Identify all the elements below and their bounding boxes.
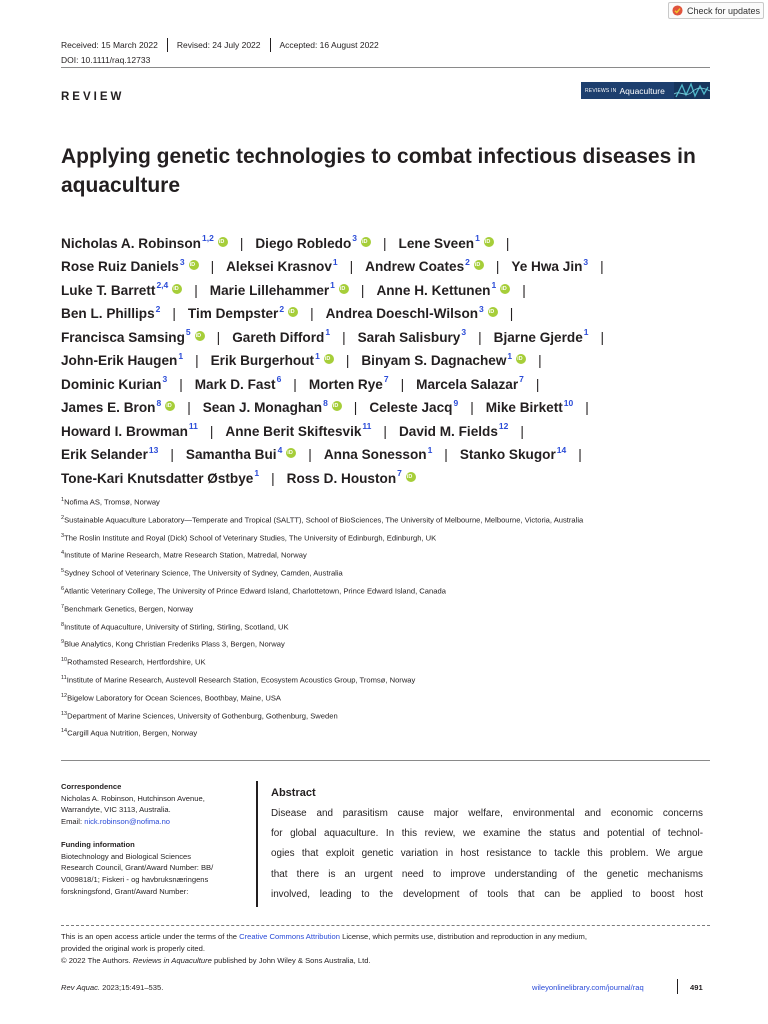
author-line [61, 440, 721, 464]
author-name[interactable]: Samantha Bui$^4$iD [186, 447, 296, 462]
author-separator: | [293, 376, 297, 392]
affiliation-ref[interactable]: 8 [323, 397, 328, 408]
author-separator: | [509, 306, 514, 322]
author-name[interactable]: Diego Robledo$^3$iD [255, 236, 371, 251]
author-separator: | [444, 447, 448, 463]
check-for-updates-button[interactable] [668, 2, 764, 19]
affiliation-item: $^7$Benchmark Genetics, Bergen, Norway [61, 603, 194, 614]
author-name[interactable]: Sarah Salisbury$^3$ [357, 327, 467, 345]
author-name[interactable]: Ben L. Phillips$^2$ [61, 303, 161, 322]
affiliation-ref[interactable]: 7 [383, 374, 389, 384]
affiliation-ref[interactable]: 9 [453, 397, 459, 408]
author-name[interactable]: Anne H. Kettunen$^1$iD [376, 283, 510, 298]
affiliation-ref[interactable]: 6 [276, 374, 282, 384]
journal-url-link[interactable]: wileyonlinelibrary.com/journal/raq [532, 983, 644, 992]
affiliation-ref[interactable]: 2,4 [156, 280, 169, 290]
author-separator: | [345, 353, 350, 369]
funding-block: Funding information Biotechnology and Biological Sciences Research Council, Grant/Award Number: BB/ V009818/1; Fiskeri - og havbruksnæringens forskningsfond, Grant/Award Number: [61, 839, 241, 898]
affiliation-ref[interactable]: 3 [179, 256, 185, 267]
author-separator: | [172, 306, 176, 322]
author-separator: | [478, 329, 482, 345]
author-name[interactable]: Tone-Kari Knutsdatter Østbye$^1$ [61, 468, 260, 486]
author-line [61, 416, 721, 440]
author-name[interactable]: Ye Hwa Jin$^3$ [511, 256, 589, 275]
author-separator: | [308, 447, 312, 463]
affiliation-ref[interactable]: 5 [185, 327, 191, 337]
affiliation-ref[interactable]: 13 [148, 444, 159, 455]
author-name[interactable]: Ross D. Houston$^7$iD [287, 471, 416, 486]
affiliation-ref[interactable]: 14 [556, 444, 567, 455]
author-name[interactable]: Mark D. Fast$^6$ [194, 374, 282, 392]
email-link[interactable]: nick.robinson@nofima.no [84, 817, 171, 827]
affiliation-ref[interactable]: 2 [155, 303, 161, 314]
affiliation-ref[interactable]: 3 [479, 303, 484, 314]
author-separator: | [470, 400, 474, 416]
author-separator: | [505, 235, 510, 251]
affiliation-ref[interactable]: 1 [507, 350, 513, 361]
abstract: Abstract Disease and parasitism cause major welfare, environmental and economic concerns for global aquaculture. In this review, we examine the status and potential of technol- ogies that exploit genetic variation in host resistance to tackle this problem. We argue that there is an urgent need to improve understanding of the genetic mechanisms involved, leading to the development of tools that can be applied to boost host [271, 787, 703, 900]
author-separator: | [170, 447, 174, 463]
author-separator: | [360, 282, 365, 298]
author-separator: | [210, 259, 215, 275]
cc-license-link[interactable]: Creative Commons Attribution [239, 932, 340, 941]
affiliation-ref[interactable]: 1 [475, 233, 480, 243]
author-separator: | [216, 329, 221, 345]
affiliation-item: $^6$Atlantic Veterinary College, The University of Prince Edward Island, Charlottetown, Prince Edward Island, Canada [61, 585, 446, 596]
wave-icon [674, 82, 710, 99]
author-name[interactable]: Anne Berit Skiftesvik$^{11}$ [225, 421, 372, 439]
orcid-icon[interactable] [339, 284, 349, 294]
affiliation-item: $^{11}$Institute of Marine Research, Austevoll Research Station, Ecosystem Acoustics Group, Tromsø, Norway [61, 674, 416, 685]
author-name[interactable]: Francisca Samsing$^5$iD [61, 330, 205, 345]
author-separator: | [349, 259, 354, 275]
correspondence-block: Correspondence Nicholas A. Robinson, Hutchinson Avenue, Warrandyte, VIC 3113, Australia. Email: nick.robinson@nofima.no [61, 781, 241, 828]
author-separator: | [600, 259, 604, 275]
orcid-icon[interactable] [324, 354, 334, 364]
author-name[interactable]: Dominic Kurian$^3$ [61, 374, 168, 392]
affiliation-ref[interactable]: 3 [352, 233, 357, 243]
author-separator: | [600, 329, 605, 345]
article-dates [61, 38, 379, 52]
author-separator: | [522, 282, 526, 298]
affiliation-ref[interactable]: 3 [461, 327, 467, 337]
author-separator: | [585, 400, 589, 416]
author-name[interactable]: Gareth Difford$^1$ [232, 327, 331, 345]
affiliation-ref[interactable]: 4 [277, 444, 283, 455]
author-list [61, 228, 721, 487]
correspondence-heading: Correspondence [61, 782, 122, 791]
author-line [61, 299, 721, 323]
author-line [61, 252, 721, 276]
author-line [61, 228, 721, 252]
author-separator: | [179, 376, 183, 392]
affiliation-item: $^{13}$Department of Marine Sciences, University of Gothenburg, Gothenburg, Sweden [61, 710, 338, 721]
affiliation-ref[interactable]: 1 [325, 327, 331, 337]
author-name[interactable]: Andrea Doeschl-Wilson$^3$iD [326, 306, 498, 321]
author-separator: | [578, 447, 582, 463]
affiliation-item: $^9$Blue Analytics, Kong Christian Frederiks Plass 3, Bergen, Norway [61, 639, 285, 649]
page-number: 491 [690, 983, 703, 992]
affiliation-ref[interactable]: 1 [330, 280, 335, 290]
author-line [61, 275, 721, 299]
author-separator: | [495, 259, 500, 275]
author-name[interactable]: Mike Birkett$^{10}$ [485, 397, 574, 416]
author-name[interactable]: Luke T. Barrett$^{2,4}$iD [61, 283, 182, 298]
orcid-icon[interactable] [165, 401, 175, 411]
orcid-icon[interactable] [361, 237, 371, 247]
affiliation-ref[interactable]: 10 [563, 397, 574, 408]
author-name[interactable]: Marcela Salazar$^7$ [416, 374, 524, 392]
orcid-icon[interactable] [332, 401, 342, 411]
journal-logo: REVIEWS IN Aquaculture [581, 82, 710, 99]
affiliation-item: $^{10}$Rothamsted Research, Hertfordshire, UK [61, 657, 206, 667]
author-name[interactable]: Celeste Jacq$^9$ [369, 397, 459, 416]
affiliation-ref[interactable]: 12 [498, 421, 509, 431]
author-name[interactable]: Tim Dempster$^2$iD [188, 306, 298, 321]
orcid-icon[interactable] [406, 472, 416, 482]
author-name[interactable]: Aleksei Krasnov$^1$ [226, 256, 338, 275]
section-rule [61, 760, 710, 761]
abstract-divider [256, 781, 258, 907]
author-name[interactable]: James E. Bron$^8$iD [61, 400, 175, 415]
author-name[interactable]: John-Erik Haugen$^1$ [61, 350, 184, 369]
section-label: REVIEW [61, 91, 125, 103]
affiliation-item: $^2$Sustainable Aquaculture Laboratory—Temperate and Tropical (SALTT), School of BioSciences, The University of Melbourne, Melbourne, Victoria, Australia [61, 514, 584, 525]
orcid-icon[interactable] [288, 307, 298, 317]
author-name[interactable]: Nicholas A. Robinson$^{1,2}$iD [61, 236, 228, 251]
author-name[interactable]: Erik Burgerhout$^1$iD [211, 353, 334, 368]
affiliation-ref[interactable]: 7 [519, 374, 524, 384]
affiliation-ref[interactable]: 1 [254, 468, 260, 478]
author-line [61, 346, 721, 370]
doi[interactable]: DOI: 10.1111/raq.12733 [61, 55, 151, 65]
author-separator: | [538, 353, 542, 369]
author-line [61, 393, 721, 417]
article-info-column [61, 781, 241, 908]
received-date: Received: 15 March 2022 [61, 40, 158, 50]
orcid-icon[interactable] [189, 260, 199, 270]
affiliation-ref[interactable]: 11 [188, 421, 198, 431]
affiliation-item: $^4$Institute of Marine Research, Matre Research Station, Matredal, Norway [61, 550, 307, 560]
affiliation-item: $^3$The Roslin Institute and Royal (Dick) School of Veterinary Studies, The University of Edinburgh, Edinburgh, UK [61, 532, 437, 543]
author-separator: | [187, 400, 191, 416]
author-separator: | [239, 235, 244, 251]
orcid-icon[interactable] [218, 237, 228, 247]
affiliation-ref[interactable]: 1 [178, 350, 184, 361]
author-name[interactable]: Morten Rye$^7$ [308, 374, 389, 392]
affiliation-ref[interactable]: 1,2 [201, 233, 214, 243]
affiliation-item: $^5$Sydney School of Veterinary Science, The University of Sydney, Camden, Australia [61, 568, 343, 578]
orcid-icon[interactable] [516, 354, 526, 364]
author-line [61, 322, 721, 346]
orcid-icon[interactable] [172, 284, 182, 294]
orcid-icon[interactable] [484, 237, 494, 247]
author-name[interactable]: Rose Ruiz Daniels$^3$iD [61, 259, 199, 274]
affiliation-ref[interactable]: 3 [162, 374, 168, 384]
author-name[interactable]: David M. Fields$^{12}$ [398, 421, 509, 439]
footer-divider [677, 979, 678, 994]
author-separator: | [194, 282, 198, 298]
affiliation-ref[interactable]: 3 [583, 256, 589, 267]
author-separator: | [383, 235, 387, 251]
check-for-updates-label: Check for updates [687, 5, 761, 16]
affiliation-item: $^{14}$Cargill Aqua Nutrition, Bergen, Norway [61, 728, 198, 738]
affiliation-item: $^{12}$Bigelow Laboratory for Ocean Sciences, Boothbay, Maine, USA [61, 692, 281, 703]
orcid-icon[interactable] [488, 307, 498, 317]
author-separator: | [310, 306, 314, 322]
article-title: Applying genetic technologies to combat infectious diseases in aquaculture [61, 145, 696, 197]
author-name[interactable]: Howard I. Browman$^{11}$ [61, 421, 198, 439]
funding-heading: Funding information [61, 839, 135, 849]
affiliation-ref[interactable]: 1 [491, 280, 497, 290]
author-name[interactable]: Bjarne Gjerde$^1$ [493, 327, 589, 345]
orcid-icon[interactable] [286, 448, 296, 458]
author-separator: | [383, 423, 387, 439]
accepted-date: Accepted: 16 August 2022 [279, 40, 379, 50]
check-updates-icon [672, 5, 683, 16]
author-separator: | [353, 400, 358, 416]
abstract-heading: Abstract [271, 787, 316, 799]
author-name[interactable]: Sean J. Monaghan$^8$iD [203, 400, 342, 415]
author-name[interactable]: Anna Sonesson$^1$ [323, 444, 433, 463]
author-separator: | [209, 423, 214, 439]
author-separator: | [195, 353, 199, 369]
affiliation-ref[interactable]: 2 [465, 256, 470, 267]
date-divider [167, 38, 168, 52]
affiliation-ref[interactable]: 1 [583, 327, 589, 337]
author-separator: | [400, 376, 405, 392]
affiliation-ref[interactable]: 7 [397, 468, 402, 478]
author-name[interactable]: Erik Selander$^{13}$ [61, 444, 159, 463]
author-name[interactable]: Marie Lillehammer$^1$iD [210, 283, 349, 298]
affiliation-ref[interactable]: 1 [315, 350, 320, 361]
affiliation-ref[interactable]: 1 [427, 444, 433, 455]
author-name[interactable]: Stanko Skugor$^{14}$ [459, 444, 567, 463]
author-separator: | [520, 423, 524, 439]
affiliation-list [61, 497, 711, 746]
orcid-icon[interactable] [500, 284, 510, 294]
author-name[interactable]: Andrew Coates$^2$iD [365, 259, 484, 274]
header-rule [61, 67, 710, 68]
affiliation-ref[interactable]: 8 [156, 397, 162, 408]
affiliation-ref[interactable]: 11 [362, 421, 372, 431]
affiliation-ref[interactable]: 2 [279, 303, 285, 314]
license-notice: This is an open access article under the terms of the Creative Commons Attribution License, which permits use, distribution and reproduction in any medium, provided the original work is properly cited. © 2022 The Authors. Reviews in Aquaculture published by John Wiley & Sons Australia, Ltd. [61, 932, 587, 966]
affiliation-ref[interactable]: 1 [332, 256, 338, 267]
author-separator: | [342, 329, 346, 345]
date-divider [270, 38, 271, 52]
author-line [61, 463, 721, 487]
author-name[interactable]: Lene Sveen$^1$iD [399, 236, 494, 251]
license-rule [61, 925, 710, 926]
author-name[interactable]: Binyam S. Dagnachew$^1$iD [361, 353, 526, 368]
citation: Rev Aquac. 2023;15:491–535. [61, 983, 164, 992]
orcid-icon[interactable] [474, 260, 484, 270]
author-line [61, 369, 721, 393]
affiliation-item: $^1$Nofima AS, Tromsø, Norway [61, 497, 160, 507]
author-separator: | [271, 470, 275, 486]
orcid-icon[interactable] [195, 331, 205, 341]
affiliation-item: $^8$Institute of Aquaculture, University of Stirling, Stirling, Scotland, UK [61, 621, 289, 632]
author-separator: | [535, 376, 540, 392]
revised-date: Revised: 24 July 2022 [176, 40, 261, 50]
